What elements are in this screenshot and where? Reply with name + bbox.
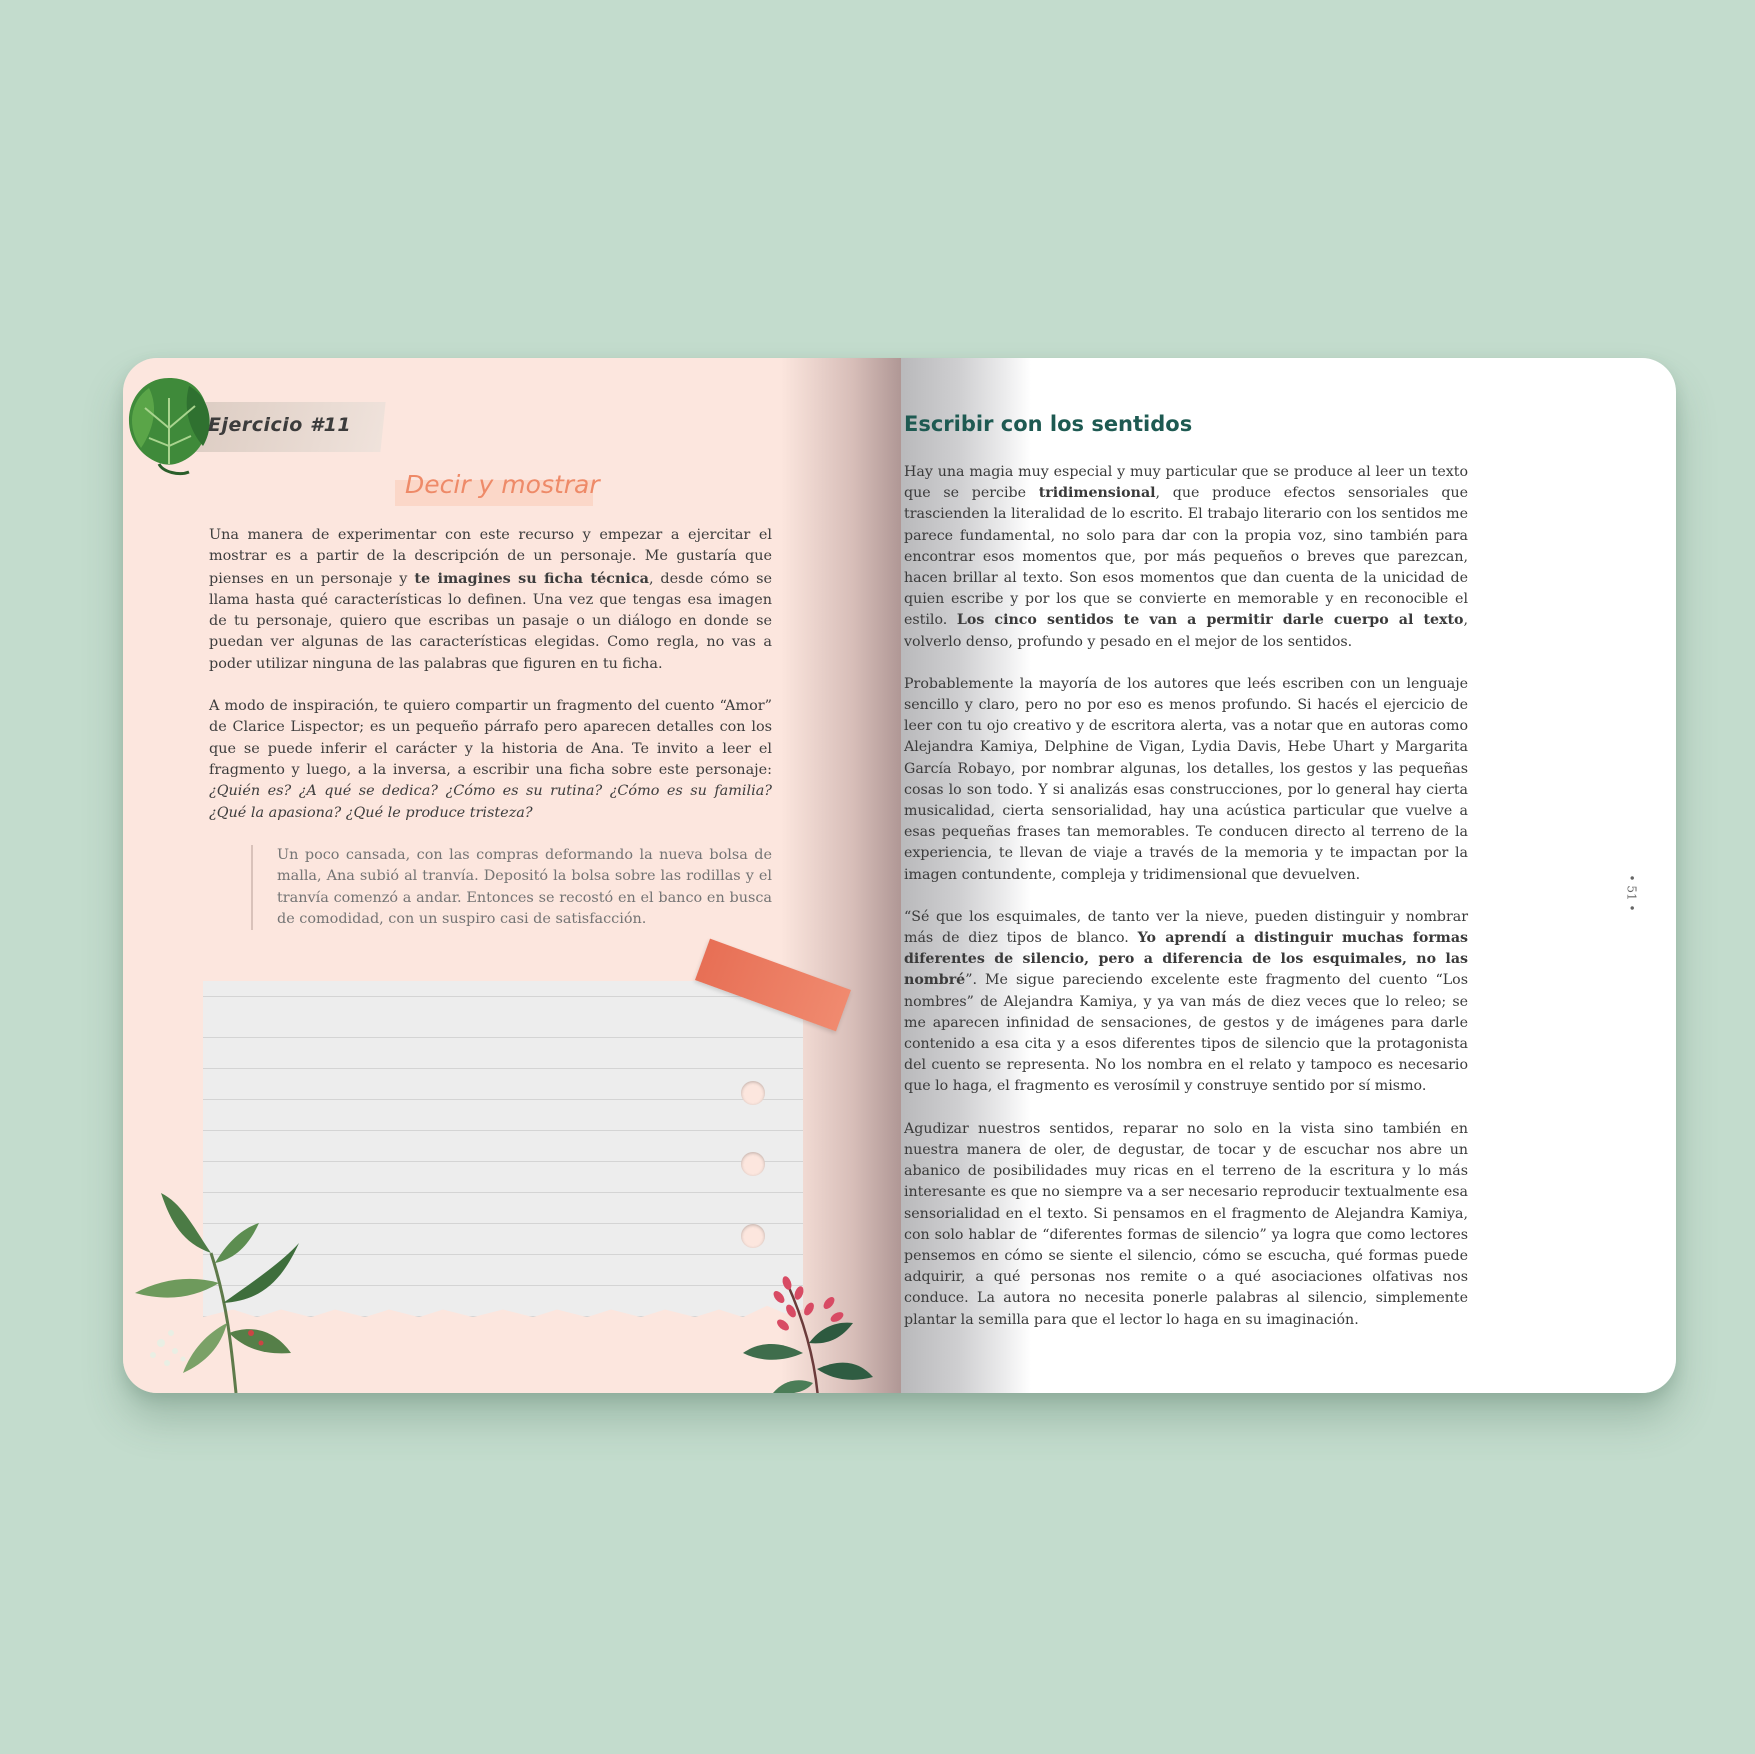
- right-body-text: [904, 462, 1468, 1352]
- page-number: • 51 •: [1624, 874, 1639, 912]
- exercise-title: [395, 470, 610, 499]
- green-leaf-icon: [123, 368, 219, 480]
- left-paragraph-1: [209, 525, 772, 675]
- exercise-title-text: Decir y mostrar: [405, 470, 600, 499]
- text-run: , volverlo denso, profundo y pesado en el mejor de los sentidos.: [904, 612, 1469, 650]
- text-run: Hay una magia muy especial y muy particular que se produce al leer un texto que se percibe: [904, 464, 1468, 502]
- text-run: Los cinco sentidos te van a permitir darle cuerpo al texto: [956, 612, 1464, 629]
- leafy-plant-icon: [131, 1183, 311, 1393]
- text-run: Una manera de experimentar con este recurso y empezar a ejercitar el mostrar es a partir de la descripción de un personaje. Me gustaría que pienses en un personaje y: [209, 527, 772, 587]
- text-run: “Sé que los esquimales, de tanto ver la nieve, pueden distinguir y nombrar más de diez tipos de blanco.: [904, 908, 1468, 947]
- right-paragraph-2: [904, 674, 1468, 886]
- text-run: , desde cómo se llama hasta qué características lo definen. Una vez que tengas esa imagen de tu personaje, quiero que escribas un pasaje o un diálogo en donde se puedan ver algunas de las características elegidas. Como regla, no vas a poder utilizar ninguna de las palabras que figuren en tu ficha.: [209, 570, 772, 672]
- red-berry-plant-icon: [743, 1253, 873, 1393]
- left-paragraph-2: [209, 696, 772, 824]
- text-run: Probablemente la mayoría de los autores que leés escriben con un lenguaje sencillo y claro, pero no por eso es menos profundo. Si hacés el ejercicio de leer con tu ojo creativo y de escritora alerta, vas a notar que en autoras como Alejandra Kamiya, Delphine de Vigan, Lydia Davis, Hebe Uhart y Margarita García Robayo, por nombrar algunas, los detalles, los gestos y las pequeñas cosas lo son todo. Y si analizás esas construcciones, por lo general hay cierta musicalidad, cierta sensorialidad, hay una acústica particular que vuelve a esas pequeñas frases tan memorables. Te conducen directo al terreno de la experiencia, te llevan de viaje a través de la memoria y te impactan por la imagen contundente, compleja y tridimensional que devuelven.: [904, 675, 1468, 883]
- text-run: Agudizar nuestros sentidos, reparar no solo en la vista sino también en nuestra manera de oler, de degustar, de tocar y de escuchar nos abre un abanico de posibilidades muy ricas en el terreno de la escritura y lo más interesante es que no siempre va a ser necesario reproducir textualmente esa sensorialidad en el texto. Si pensamos en el fragmento de Alejandra Kamiya, con solo hablar de “diferentes formas de silencio” ya logra que como lectores pensemos en cómo se siente el silencio, cómo se escucha, qué formas puede adquirir, a qué personas nos remite o a qué asociaciones olfativas nos conduce. La autora no necesita ponerle palabras al silencio, simplemente plantar la semilla para que el lector lo haga en su imaginación.: [904, 1120, 1468, 1328]
- right-paragraph-4: [904, 1119, 1468, 1331]
- text-run: A modo de inspiración, te quiero compartir un fragmento del cuento “Amor” de Clarice Lispector; es un pequeño párrafo pero aparecen detalles con los que se puede inferir el carácter y la historia de Ana. Te invito a leer el fragmento y luego, a la inversa, a escribir una ficha sobre este personaje:: [209, 698, 772, 778]
- text-run: ¿Quién es? ¿A qué se dedica? ¿Cómo es su rutina? ¿Cómo es su familia? ¿Qué la apasiona? ¿Qué le produce tristeza?: [209, 783, 772, 821]
- text-run: te imagines su ficha técnica: [414, 569, 649, 587]
- section-title: Escribir con los sentidos: [904, 412, 1193, 436]
- right-paragraph-1: [904, 462, 1468, 653]
- paper-hole: [741, 1081, 765, 1105]
- text-run: ”. Me sigue pareciendo excelente este fragmento del cuento “Los nombres” de Alejandra Kamiya, y ya van más de diez veces que lo releo; se me aparecen infinidad de sensaciones, de gestos y de imágenes para darle contenido a esa cita y a esos diferentes tipos de silencio que la protagonista del cuento se representa. No los nombra en el relato y tampoco es necesario que lo haga, el fragmento es verosímil y construye sentido por sí mismo.: [904, 972, 1468, 1095]
- paper-hole: [741, 1224, 765, 1248]
- text-run: tridimensional: [1038, 485, 1156, 502]
- text-run: Yo aprendí a distinguir muchas formas diferentes de silencio, pero a diferencia de los esquimales, no las nombré: [904, 930, 1468, 989]
- right-paragraph-3: [904, 907, 1468, 1098]
- text-run: , que produce efectos sensoriales que trascienden la literalidad de lo escrito. El trabajo literario con los sentidos me parece fundamental, no solo para dar con la propia voz, sino también para encontrar esos momentos que, por más pequeños o breves que parezcan, hacen brillar al texto. Son esos momentos que dan cuenta de la unicidad de quien escribe y por los que se convierte en memorable y en reconocible el estilo.: [904, 485, 1469, 629]
- left-body-text: [209, 525, 772, 845]
- lispector-quote: Un poco cansada, con las compras deformando la nueva bolsa de malla, Ana subió al tranvía. Depositó la bolsa sobre las rodillas y el tranvía comenzó a andar. Entonces se recostó en el banco en busca de comodidad, con un suspiro casi de satisfacción.: [251, 845, 772, 930]
- paper-hole: [741, 1152, 765, 1176]
- exercise-label: Ejercicio #11: [208, 414, 352, 436]
